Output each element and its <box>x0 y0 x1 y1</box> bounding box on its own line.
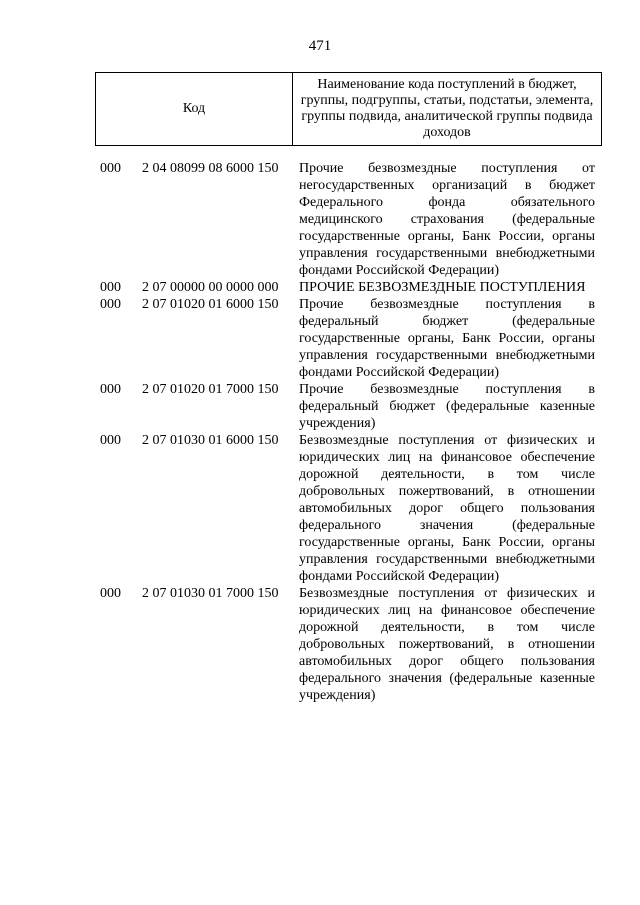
row-revenue-name: Безвозмездные поступления от физических и юридических лиц на финансовое обеспечение дорожной деятельности, в том числе добровольных пожертвований, в отношении автомобильных дорог общего пользования федерального значения (федеральные казенные учреждения) <box>299 586 595 703</box>
row-revenue-code: 2 07 00000 00 0000 000 <box>142 280 279 295</box>
row-revenue-name: Прочие безвозмездные поступления от негосударственных организаций в бюджет Федерального фонда обязательного медицинского страхования (федеральные государственные органы, Банк России, органы управления государственными внебюджетными фондами Российской Федерации) <box>299 161 595 278</box>
row-revenue-code: 2 07 01020 01 7000 150 <box>142 382 279 397</box>
table-row <box>100 432 595 585</box>
row-revenue-code: 2 07 01020 01 6000 150 <box>142 297 279 312</box>
table-row <box>100 160 595 279</box>
row-admin-code: 000 <box>100 382 121 397</box>
row-revenue-code: 2 07 01030 01 7000 150 <box>142 586 279 601</box>
table-row <box>100 585 595 704</box>
row-revenue-name: Прочие безвозмездные поступления в федеральный бюджет (федеральные государственные органы, Банк России, органы управления государственными внебюджетными фондами Российской Федерации) <box>299 297 595 380</box>
table-body <box>100 160 595 704</box>
row-admin-code: 000 <box>100 433 121 448</box>
row-revenue-name: Прочие безвозмездные поступления в федеральный бюджет (федеральные казенные учреждения) <box>299 382 595 431</box>
table-row <box>100 296 595 381</box>
row-revenue-name: ПРОЧИЕ БЕЗВОЗМЕЗДНЫЕ ПОСТУПЛЕНИЯ <box>299 280 586 295</box>
table-row <box>100 381 595 432</box>
column-header-name: Наименование кода поступлений в бюджет, группы, подгруппы, статьи, подстатьи, элемента, группы подвида, аналитической группы подвида доходов <box>300 77 594 140</box>
row-revenue-code: 2 07 01030 01 6000 150 <box>142 433 279 448</box>
row-admin-code: 000 <box>100 161 121 176</box>
row-revenue-code: 2 04 08099 08 6000 150 <box>142 161 279 176</box>
row-revenue-name: Безвозмездные поступления от физических и юридических лиц на финансовое обеспечение дорожной деятельности, в том числе добровольных пожертвований, в отношении автомобильных дорог общего пользования федерального значения (федеральные государственные органы, Банк России, органы управления государственными внебюджетными фондами Российской Федерации) <box>299 433 595 584</box>
column-header-code: Код <box>96 73 293 145</box>
row-admin-code: 000 <box>100 586 121 601</box>
row-admin-code: 000 <box>100 280 121 295</box>
page-number: 471 <box>308 38 332 54</box>
row-admin-code: 000 <box>100 297 121 312</box>
table-header <box>95 72 602 146</box>
table-row <box>100 279 595 296</box>
